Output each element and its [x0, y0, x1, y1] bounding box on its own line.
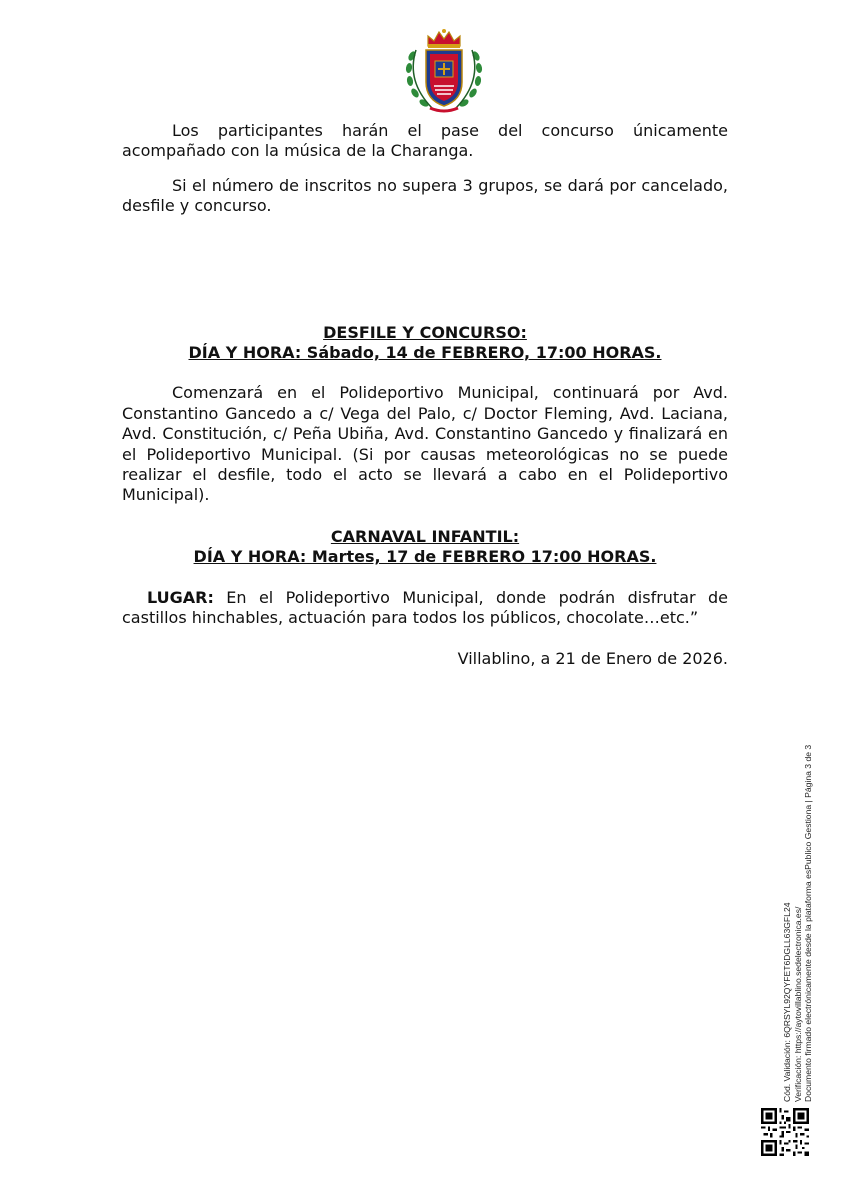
municipal-coat-of-arms-icon: [402, 26, 486, 116]
verification-sidebar: [782, 745, 814, 1102]
qr-code-icon[interactable]: [761, 1108, 809, 1156]
desfile-datetime: DÍA Y HORA: Sábado, 14 de FEBRERO, 17:00 HORAS.: [188, 343, 662, 363]
carnaval-heading: CARNAVAL INFANTIL:: [330, 526, 520, 546]
desfile-heading: DESFILE Y CONCURSO:: [323, 322, 527, 342]
carnaval-datetime: DÍA Y HORA: Martes, 17 de FEBRERO 17:00 HORAS.: [193, 547, 657, 567]
desfile-route-paragraph: Comenzará en el Polideportivo Municipal, continuará por Avd. Constantino Gancedo a c/ Vega del Palo, c/ Doctor Fleming, Avd. Laciana, Avd. Constitución, c/ Peña Ubiña, Avd. Constantino Gancedo y finalizará en el Polideportivo Municipal. (Si por causas meteorológicas no se puede realizar el desfile, todo el acto se llevará a cabo en el Polideportivo Municipal).: [122, 383, 728, 505]
place-date-signature: Villablino, a 21 de Enero de 2026.: [457, 648, 728, 668]
signature-platform-note: Documento firmado electrónicamente desde la plataforma esPublico Gestiona | Página 3 de 3: [803, 744, 814, 1102]
lugar-text: En el Polideportivo Municipal, donde podrán disfrutar de castillos hinchables, actuación para todos los públicos, chocolate…etc.”: [122, 587, 728, 628]
paragraph-charanga: Los participantes harán el pase del concurso únicamente acompañado con la música de la Charanga.: [122, 121, 728, 161]
document-body: [122, 121, 728, 669]
verification-link[interactable]: Verificación: https://aytovillablino.sedelectronica.es/: [792, 906, 803, 1102]
paragraph-cancel-condition: Si el número de inscritos no supera 3 grupos, se dará por cancelado, desfile y concurso.: [122, 175, 728, 216]
validation-code: Cód. Validación: 6QRSYL92QYFET6DGLL63GFL24: [782, 902, 792, 1102]
lugar-label: LUGAR:: [147, 587, 214, 607]
lugar-paragraph: [122, 588, 728, 629]
